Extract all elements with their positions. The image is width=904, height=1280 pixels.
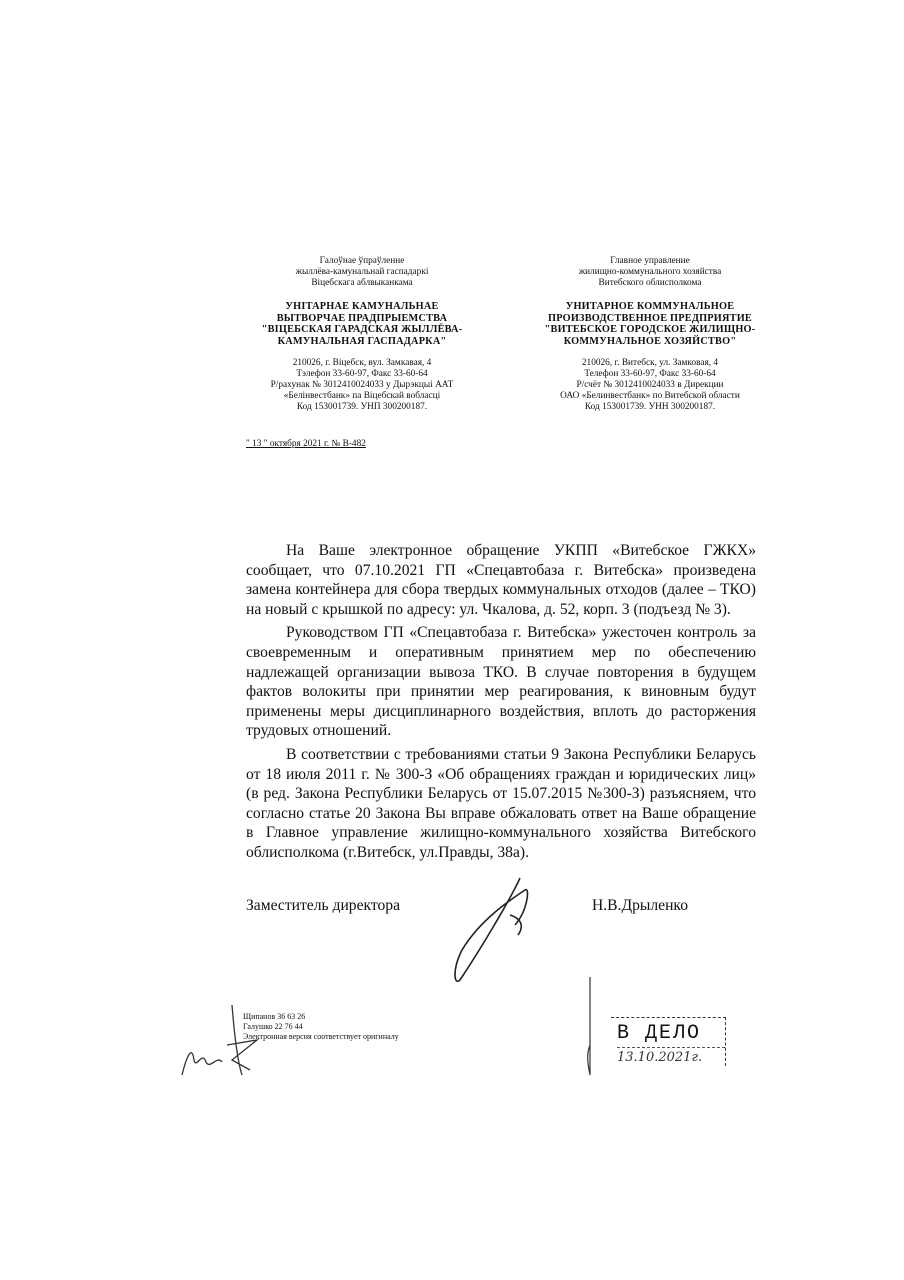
signatory-title: Заместитель директора xyxy=(246,897,401,914)
reference-date-number: " 13 " октября 2021 г. № В-482 xyxy=(246,439,366,449)
detail-line: Телефон 33-60-97, Факс 33-60-64 xyxy=(584,369,716,379)
org-line: ВЫТВОРЧАЕ ПРАДПРЫЕМСТВА xyxy=(276,312,448,324)
handwritten-signature xyxy=(440,870,550,990)
detail-line: Р/счёт № 3012410024033 в Дирекции xyxy=(576,380,724,390)
in-file-stamp xyxy=(611,1017,726,1066)
organization-name xyxy=(520,301,780,347)
detail-line: ОАО «Белинвестбанк» по Витебской области xyxy=(560,391,740,401)
detail-line: Р/рахунак № 3012410024033 у Дырэкцыі ААТ xyxy=(270,380,454,390)
contacts xyxy=(243,1012,399,1042)
ministry-line: Галоўнае ўпраўленне xyxy=(319,256,405,266)
ministry-line: Главное управление xyxy=(610,256,690,266)
detail-line: Код 153001739. УНН 300200187. xyxy=(584,402,716,412)
paragraph: На Ваше электронное обращение УКПП «Витебское ГЖКХ» сообщает, что 07.10.2021 ГП «Спецавтобаза г. Витебска» произведена замена контейнера для сбора твердых коммунальных отходов (далее – ТКО) на новый с крышкой по адресу: ул. Чкалова, д. 52, корп. 3 (подъезд № 3). xyxy=(246,542,756,618)
paragraph: В соответствии с требованиями статьи 9 Закона Республики Беларусь от 18 июля 2011 г. № 300-З «Об обращениях граждан и юридических лиц» (в ред. Закона Республики Беларусь от 15.07.2015 №300-З) разъясняем, что согласно статье 20 Закона Вы вправе обжаловать ответ на Ваше обращение в Главное управление жилищно-коммунального хозяйства Витебского облисполкома (г.Витебск, ул.Правды, 38а). xyxy=(246,745,756,861)
ministry-line: Віцебскага аблвыканкама xyxy=(311,278,413,288)
org-line: "ВИТЕБСКОЕ ГОРОДСКОЕ ЖИЛИЩНО- xyxy=(544,324,756,335)
vertical-mark xyxy=(580,975,600,1085)
contact-line: Электронная версия соответствует оригиналу xyxy=(243,1032,399,1041)
stamp-date: 13.10.2021г. xyxy=(617,1050,703,1065)
ministry-line: Витебского облисполкома xyxy=(598,278,702,288)
ministry-line: жилищно-коммунального хозяйства xyxy=(578,267,722,277)
ministry-name xyxy=(520,256,780,289)
org-line: "ВІЦЕБСКАЯ ГАРАДСКАЯ ЖЫЛЛЁВА- xyxy=(261,324,463,335)
header-right xyxy=(520,256,780,413)
organization-details xyxy=(232,358,492,413)
detail-line: «Белінвестбанк» па Віцебскай вобласці xyxy=(283,391,441,401)
header-left xyxy=(232,256,492,413)
detail-line: Код 153001739. УНП 300200187. xyxy=(296,402,428,412)
ministry-line: жыллёва-камунальнай гаспадаркі xyxy=(295,267,429,277)
org-line: ПРОИЗВОДСТВЕННОЕ ПРЕДПРИЯТИЕ xyxy=(548,312,752,324)
detail-line: 210026, г. Віцебск, вул. Замкавая, 4 xyxy=(292,358,432,368)
detail-line: 210026, г. Витебск, ул. Замковая, 4 xyxy=(581,358,719,368)
contact-line: Галушко 22 76 44 xyxy=(243,1022,303,1031)
organization-name xyxy=(232,301,492,347)
paragraph: Руководством ГП «Спецавтобаза г. Витебска» ужесточен контроль за своевременным и оперативным принятием мер по обеспечению надлежащей организации вывоза ТКО. В случае повторения в будущем фактов волокиты при принятии мер реагирования, к виновным будут применены меры дисциплинарного воздействия, вплоть до расторжения трудовых отношений. xyxy=(246,624,756,740)
organization-details xyxy=(520,358,780,413)
stamp-text: В ДЕЛО xyxy=(617,1022,725,1048)
signatory-name: Н.В.Дрыленко xyxy=(592,897,688,914)
ministry-name xyxy=(232,256,492,289)
org-line: УНИТАРНОЕ КОММУНАЛЬНОЕ xyxy=(565,301,735,312)
org-line: КОММУНАЛЬНОЕ ХОЗЯЙСТВО" xyxy=(563,335,737,347)
letter-body xyxy=(246,541,756,867)
detail-line: Тэлефон 33-60-97, Факс 33-60-64 xyxy=(296,369,428,379)
contact-line: Щипанов 36 63 26 xyxy=(243,1012,306,1021)
org-line: КАМУНАЛЬНАЯ ГАСПАДАРКА" xyxy=(277,335,447,347)
org-line: УНІТАРНАЕ КАМУНАЛЬНАЕ xyxy=(285,301,439,312)
